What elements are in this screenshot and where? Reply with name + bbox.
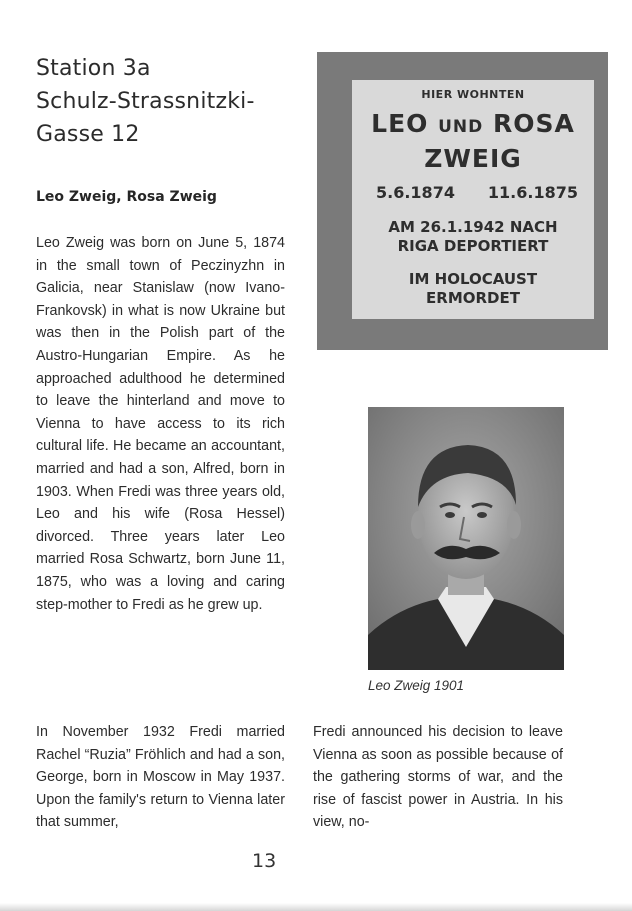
- plaque-deportation-place: RIGA DEPORTIERT: [397, 237, 549, 255]
- station-title-line-3: Gasse 12: [36, 122, 140, 147]
- portrait-photo-image: [368, 407, 564, 670]
- page-number: 13: [252, 850, 277, 872]
- biography-paragraph-3: Fredi announced his decision to leave Vienna as soon as possible because of the gathering storms of war, and the rise of fascist power in Austria. In his view, no-: [313, 724, 563, 831]
- plaque-header: HIER WOHNTEN: [421, 88, 525, 101]
- plaque-holocaust: IM HOLOCAUST: [408, 270, 538, 288]
- station-title-line-1: Station 3a: [36, 56, 151, 81]
- plaque-first-names: [352, 108, 594, 143]
- biography-paragraph-2: In November 1932 Fredi married Rachel “Ruzia” Fröhlich and had a son, George, born in Moscow in May 1937. Upon the family's return to Vienna later that summer,: [36, 724, 285, 831]
- plaque-dates: [376, 183, 578, 202]
- plaque-murdered: ERMORDET: [426, 289, 520, 307]
- plaque-name-leo: LEO: [371, 109, 429, 138]
- plaque-name-rosa: ROSA: [493, 109, 575, 138]
- page-edge-shadow: [0, 903, 632, 911]
- plaque-surname: ZWEIG: [424, 144, 522, 173]
- biography-paragraph-1: Leo Zweig was born on June 5, 1874 in the small town of Peczinyzhn in Galicia, near Stanislaw (now Ivano-Frankovsk) in what is now Ukraine but was then in the Polish part of the Austro-Hungarian Empire. As he approached adulthood he determined to leave the hinterland and move to Vienna to have access to its rich cultural life. He became an accountant, married and had a son, Alfred, born in 1903. When Fredi was three years old, Leo and his wife (Rosa Hessel) divorced. Three years later Leo married Rosa Schwartz, born June 11, 1875, who was a loving and caring step-mother to Fredi as he grew up.: [36, 235, 285, 613]
- photo-caption: Leo Zweig 1901: [368, 678, 465, 693]
- station-title-line-2: Schulz-Strassnitzki-: [36, 89, 255, 114]
- portrait-photo: [368, 407, 564, 670]
- station-title: [36, 52, 296, 151]
- plaque-deportation-date: AM 26.1.1942 NACH: [388, 218, 558, 236]
- plaque-birthdate-leo: 5.6.1874: [376, 183, 455, 202]
- memorial-plaque: [352, 80, 594, 319]
- plaque-birthdate-rosa: 11.6.1875: [487, 183, 578, 202]
- plaque-und: UND: [438, 117, 484, 137]
- section-heading: Leo Zweig, Rosa Zweig: [36, 189, 217, 205]
